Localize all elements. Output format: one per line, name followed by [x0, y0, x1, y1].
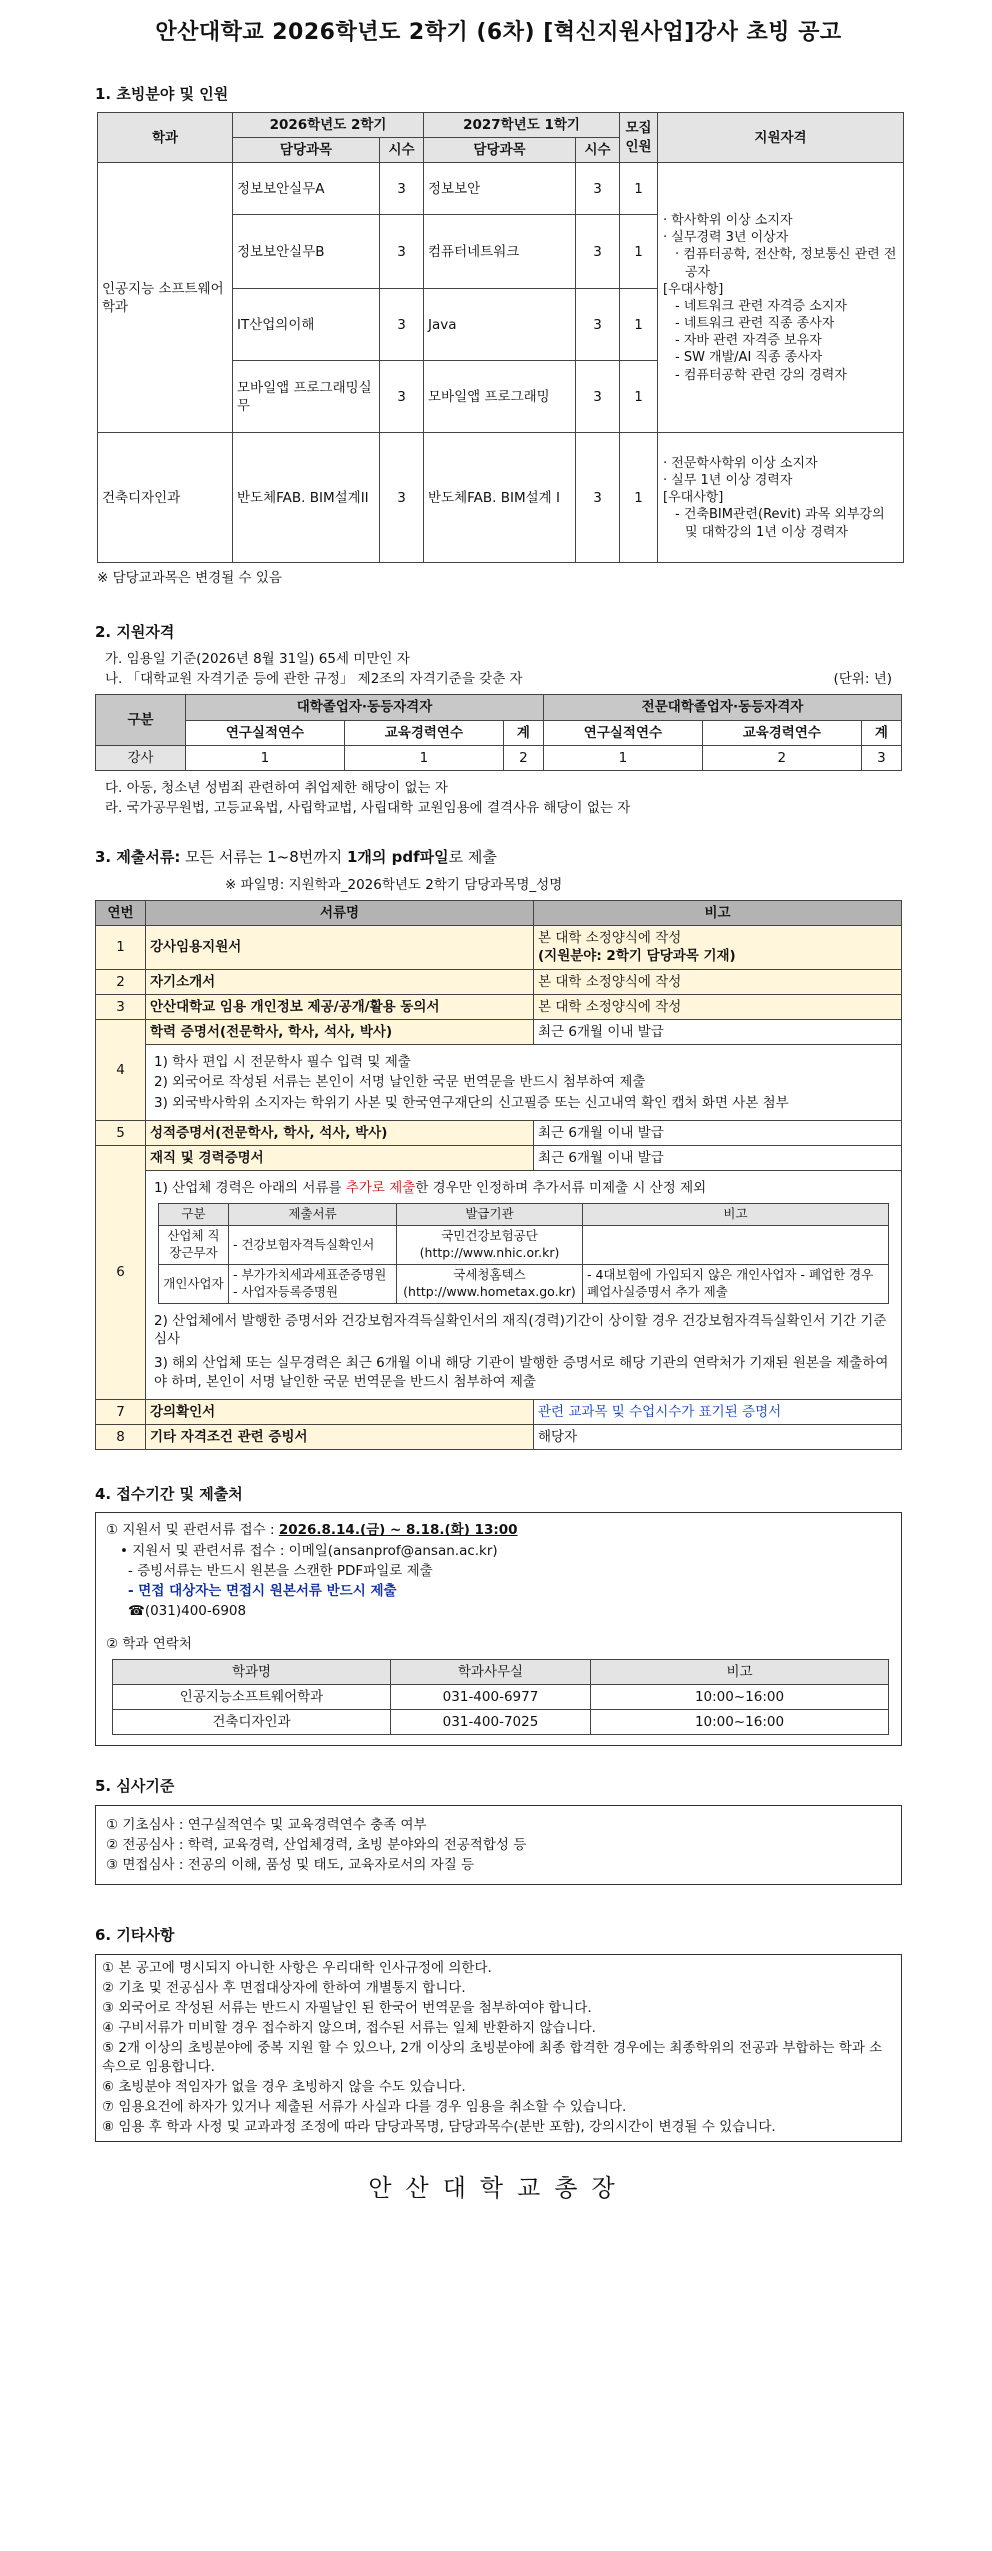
section-3-text-end: 로 제출	[448, 848, 497, 867]
industry-docs-table	[158, 1203, 889, 1303]
header-college: 전문대학졸업자·동등자격자	[543, 695, 901, 720]
doc-name: 안산대학교 임용 개인정보 제공/공개/활용 동의서	[146, 994, 534, 1019]
header-univ: 대학졸업자·동등자격자	[186, 695, 544, 720]
detail-line	[154, 1179, 893, 1197]
row-no: 3	[96, 994, 146, 1019]
header-hours: 시수	[380, 138, 424, 163]
course-sem1: 모바일앱 프로그래밍실무	[233, 361, 380, 433]
misc-item: ③ 외국어로 작성된 서류는 반드시 자필날인 된 한국어 번역문을 첨부하여야 합니다.	[102, 1999, 592, 2016]
criteria-line: ③ 면접심사 : 전공의 이해, 품성 및 태도, 교육자로서의 자질 등	[106, 1857, 475, 1874]
doc-name: 강의확인서	[146, 1399, 534, 1424]
row-no: 2	[96, 969, 146, 994]
contact-hours: 10:00~16:00	[591, 1684, 889, 1709]
hours-sem2: 3	[576, 361, 620, 433]
header-course: 담당과목	[424, 138, 576, 163]
doc-detail	[146, 1045, 902, 1121]
section-6-heading: 6. 기타사항	[95, 1926, 175, 1945]
section-4-heading: 4. 접수기간 및 제출처	[95, 1485, 243, 1504]
qual-line: [우대사항]	[663, 281, 724, 297]
page-title: 안산대학교 2026학년도 2학기 (6차) [혁신지원사업]강사 초빙 공고	[155, 20, 842, 45]
doc-detail	[146, 1171, 902, 1399]
submission-box	[95, 1512, 902, 1746]
detail-line: 2) 외국어로 작성된 서류는 본인이 서명 날인한 국문 번역문을 반드시 첨부하여 제출	[154, 1074, 646, 1091]
qual-line: - 건축BIM관련(Revit) 과목 외부강의 및 대학강의 1년 이상 경력자	[675, 507, 885, 540]
contact-table	[112, 1659, 889, 1736]
misc-item: ① 본 공고에 명시되지 아니한 사항은 우리대학 인사규정에 의한다.	[102, 1959, 492, 1976]
misc-item: ④ 구비서류가 미비할 경우 접수하지 않으며, 접수된 서류는 일체 반환하지 않습니다.	[102, 2020, 596, 2037]
header-total: 계	[861, 720, 901, 745]
header-sem1: 2026학년도 2학기	[233, 112, 424, 137]
qual-line: - 컴퓨터공학 관련 강의 경력자	[675, 367, 847, 383]
header-sem2: 2027학년도 1학기	[424, 112, 620, 137]
doc-name: 강사임용지원서	[146, 926, 534, 969]
header-teach: 교육경력연수	[344, 720, 503, 745]
inner-header: 발급기관	[397, 1204, 583, 1226]
qual-item-d: 라. 국가공무원법, 고등교육법, 사립학교법, 사립대학 교원임용에 결격사유 해당이 없는 자	[105, 800, 631, 817]
course-sem1: 정보보안실무A	[233, 163, 380, 215]
email-line: • 지원서 및 관련서류 접수 : 이메일(ansanprof@ansan.ac.kr)	[120, 1542, 498, 1559]
recruit-count: 1	[620, 433, 658, 563]
qual-line: · 실무 1년 이상 경력자	[663, 473, 793, 489]
misc-item: ⑥ 초빙분야 적임자가 없을 경우 초빙하지 않을 수도 있습니다.	[102, 2078, 466, 2095]
inner-type: 개인사업자	[159, 1265, 229, 1304]
misc-item: ⑤ 2개 이상의 초빙분야에 중복 지원 할 수 있으나, 2개 이상의 초빙분야에 최종 합격한 경우에는 최종학위의 전공과 부합하는 학과 소속으로 임용합니다.	[102, 2040, 883, 2075]
contact-dept: 건축디자인과	[113, 1710, 391, 1735]
hours-sem2: 3	[576, 215, 620, 289]
qual-item-c: 다. 아동, 청소년 성범죄 관련하여 취업제한 해당이 없는 자	[105, 779, 448, 796]
contact-label: ② 학과 연락처	[106, 1635, 192, 1652]
inner-header: 구분	[159, 1204, 229, 1226]
section-3-heading	[95, 847, 902, 867]
qualification-standard-table	[95, 694, 902, 771]
unit-label: (단위: 년)	[833, 671, 892, 688]
qual-line: - SW 개발/AI 직종 종사자	[675, 350, 823, 366]
inner-header: 비고	[583, 1204, 889, 1226]
value-cell: 1	[543, 745, 702, 770]
doc-note: 본 대학 소정양식에 작성	[534, 994, 902, 1019]
period-value: 2026.8.14.(금) ~ 8.18.(화) 13:00	[278, 1522, 518, 1539]
criteria-line: ① 기초심사 : 연구실적연수 및 교육경력연수 충족 여부	[106, 1816, 427, 1833]
detail-line: 1) 학사 편입 시 전문학사 필수 입력 및 제출	[154, 1054, 411, 1071]
doc-note	[534, 926, 902, 969]
hours-sem1: 3	[380, 433, 424, 563]
doc-note: 최근 6개월 이내 발급	[534, 1146, 902, 1171]
qual-line: - 네트워크 관련 직종 종사자	[675, 316, 835, 332]
qual-line: · 전문학사학위 이상 소지자	[663, 455, 818, 471]
doc-note: 최근 6개월 이내 발급	[534, 1019, 902, 1044]
qual-line: · 실무경력 3년 이상자	[663, 230, 789, 246]
section-5-heading: 5. 심사기준	[95, 1777, 175, 1796]
footer-signature: 안산대학교총장	[368, 2173, 629, 2202]
inner-doc: - 부가가치세과세표준증명원 - 사업자등록증명원	[229, 1265, 397, 1304]
qual-line: · 컴퓨터공학, 전산학, 정보통신 관련 전공자	[675, 247, 897, 280]
detail-text: 한 경우만 인정하며 추가서류 미제출 시 산정 제외	[415, 1180, 707, 1197]
header-note: 비고	[534, 900, 902, 925]
qual-item-b: 나. 「대학교원 자격기준 등에 관한 규정」 제2조의 자격기준을 갖춘 자	[105, 671, 523, 688]
inner-doc: - 건강보험자격득실확인서	[229, 1226, 397, 1265]
hours-sem1: 3	[380, 163, 424, 215]
header-hours: 시수	[576, 138, 620, 163]
pdf-note: - 증빙서류는 반드시 원본을 스캔한 PDF파일로 제출	[128, 1562, 433, 1579]
qualification-ai	[658, 163, 904, 433]
qual-line: · 학사학위 이상 소지자	[663, 213, 793, 229]
criteria-line: ② 전공심사 : 학력, 교육경력, 산업체경력, 초빙 분야와의 전공적합성 등	[106, 1836, 527, 1853]
course-sem1: IT산업의이해	[233, 289, 380, 361]
doc-note: 관련 교과목 및 수업시수가 표기된 증명서	[534, 1399, 902, 1424]
contact-phone: 031-400-7025	[391, 1710, 591, 1735]
doc-note: 최근 6개월 이내 발급	[534, 1120, 902, 1145]
hours-sem2: 3	[576, 163, 620, 215]
doc-note: 본 대학 소정양식에 작성	[534, 969, 902, 994]
header-qualification: 지원자격	[658, 112, 904, 162]
recruit-count: 1	[620, 361, 658, 433]
contact-phone: 031-400-6977	[391, 1684, 591, 1709]
value-cell: 1	[186, 745, 345, 770]
misc-item: ② 기초 및 전공심사 후 면접대상자에 한하여 개별통지 합니다.	[102, 1979, 466, 1996]
qual-line: - 네트워크 관련 자격증 소지자	[675, 298, 847, 314]
contact-header: 학과명	[113, 1659, 391, 1684]
dept-architecture-design: 건축디자인과	[98, 433, 233, 563]
section-1-heading: 1. 초빙분야 및 인원	[95, 84, 229, 103]
recruit-count: 1	[620, 163, 658, 215]
qualification-arch	[658, 433, 904, 563]
recruit-count: 1	[620, 289, 658, 361]
header-total: 계	[503, 720, 543, 745]
detail-line: 2) 산업체에서 발행한 증명서와 건강보험자격득실확인서의 재직(경력)기간이 상이할 경우 건강보험자격득실확인서 기간 기준 심사	[154, 1312, 887, 1348]
misc-item: ⑦ 임용요건에 하자가 있거나 제출된 서류가 사실과 다를 경우 임용을 취소할 수 있습니다.	[102, 2099, 627, 2116]
row-label: 강사	[96, 745, 186, 770]
qual-line: - 자바 관련 자격증 보유자	[675, 333, 822, 349]
contact-hours: 10:00~16:00	[591, 1710, 889, 1735]
inner-header: 제출서류	[229, 1204, 397, 1226]
detail-line: 3) 외국박사학위 소지자는 학위기 사본 및 한국연구재단의 신고필증 또는 신고내역 확인 캡처 화면 사본 첨부	[154, 1094, 789, 1111]
qual-item-a: 가. 임용일 기준(2026년 8월 31일) 65세 미만인 자	[105, 650, 410, 667]
interview-note: - 면접 대상자는 면접시 원본서류 반드시 제출	[128, 1583, 397, 1600]
recruit-count: 1	[620, 215, 658, 289]
contact-dept: 인공지능소프트웨어학과	[113, 1684, 391, 1709]
detail-text: 1) 산업체 경력은 아래의 서류를	[154, 1180, 346, 1197]
header-recruit: 모집 인원	[620, 112, 658, 162]
qual-line: [우대사항]	[663, 490, 724, 506]
inner-org: 국세청홈텍스 (http://www.hometax.go.kr)	[397, 1265, 583, 1304]
row-no: 4	[96, 1019, 146, 1120]
misc-box	[95, 1954, 902, 2142]
doc-name: 학력 증명서(전문학사, 학사, 석사, 박사)	[146, 1019, 534, 1044]
header-teach: 교육경력연수	[702, 720, 861, 745]
submission-period	[106, 1521, 891, 1539]
filename-rule: ※ 파일명: 지원학과_2026학년도 2학기 담당과목명_성명	[225, 876, 563, 893]
doc-note-line: 본 대학 소정양식에 작성	[538, 930, 682, 947]
course-sem1: 반도체FAB. BIM설계II	[233, 433, 380, 563]
doc-note-line: (지원분야: 2학기 담당과목 기재)	[538, 948, 736, 965]
value-cell: 2	[702, 745, 861, 770]
header-dept: 학과	[98, 112, 233, 162]
header-course: 담당과목	[233, 138, 380, 163]
header-doc: 서류명	[146, 900, 534, 925]
inner-org: 국민건강보험공단 (http://www.nhic.or.kr)	[397, 1226, 583, 1265]
doc-note: 해당자	[534, 1424, 902, 1449]
course-sem2: 컴퓨터네트워크	[424, 215, 576, 289]
row-no: 7	[96, 1399, 146, 1424]
recruitment-table	[97, 112, 904, 563]
row-no: 1	[96, 926, 146, 969]
section-3-title: 3. 제출서류:	[95, 848, 181, 867]
value-cell: 3	[861, 745, 901, 770]
value-cell: 1	[344, 745, 503, 770]
course-sem1: 정보보안실무B	[233, 215, 380, 289]
inner-type: 산업체 직장근무자	[159, 1226, 229, 1265]
misc-item: ⑧ 임용 후 학과 사정 및 교과과정 조정에 따라 담당과목명, 담당과목수(분반 포함), 강의시간이 변경될 수 있습니다.	[102, 2119, 776, 2136]
header-no: 연번	[96, 900, 146, 925]
detail-highlight: 추가로 제출	[345, 1180, 416, 1197]
course-sem2: 정보보안	[424, 163, 576, 215]
course-sem2: 모바일앱 프로그래밍	[424, 361, 576, 433]
section-3-bold: 1개의 pdf파일	[346, 848, 449, 867]
contact-header: 비고	[591, 1659, 889, 1684]
section-1-note: ※ 담당교과목은 변경될 수 있음	[97, 570, 282, 587]
row-no: 6	[96, 1146, 146, 1400]
doc-name: 성적증명서(전문학사, 학사, 석사, 박사)	[146, 1120, 534, 1145]
header-research: 연구실적연수	[186, 720, 345, 745]
hours-sem1: 3	[380, 361, 424, 433]
hours-sem2: 3	[576, 289, 620, 361]
course-sem2: Java	[424, 289, 576, 361]
inner-note	[583, 1226, 889, 1265]
contact-header: 학과사무실	[391, 1659, 591, 1684]
documents-table	[95, 900, 902, 1450]
hours-sem1: 3	[380, 215, 424, 289]
hours-sem1: 3	[380, 289, 424, 361]
doc-name: 자기소개서	[146, 969, 534, 994]
header-type: 구분	[96, 695, 186, 745]
row-no: 5	[96, 1120, 146, 1145]
detail-line: 3) 해외 산업체 또는 실무경력은 최근 6개월 이내 해당 기관이 발행한 증명서로 해당 기관의 연락처가 기재된 원본을 제출하여야 하며, 본인이 서명 날인한 국문 번역문을 반드시 첨부하여 제출	[154, 1355, 889, 1390]
doc-name: 기타 자격조건 관련 증빙서	[146, 1424, 534, 1449]
header-research: 연구실적연수	[543, 720, 702, 745]
dept-ai-software: 인공지능 소프트웨어학과	[98, 163, 233, 433]
period-label: ① 지원서 및 관련서류 접수 :	[106, 1522, 279, 1539]
section-3-text: 모든 서류는 1~8번까지	[180, 848, 347, 867]
inner-note: - 4대보험에 가입되지 않은 개인사업자 - 폐업한 경우 폐업사실증명서 추가 제출	[583, 1265, 889, 1304]
doc-name: 재직 및 경력증명서	[146, 1146, 534, 1171]
phone-line: ☎(031)400-6908	[128, 1603, 247, 1620]
course-sem2: 반도체FAB. BIM설계 I	[424, 433, 576, 563]
value-cell: 2	[503, 745, 543, 770]
hours-sem2: 3	[576, 433, 620, 563]
row-no: 8	[96, 1424, 146, 1449]
section-2-heading: 2. 지원자격	[95, 622, 175, 641]
review-criteria-box	[95, 1805, 902, 1886]
